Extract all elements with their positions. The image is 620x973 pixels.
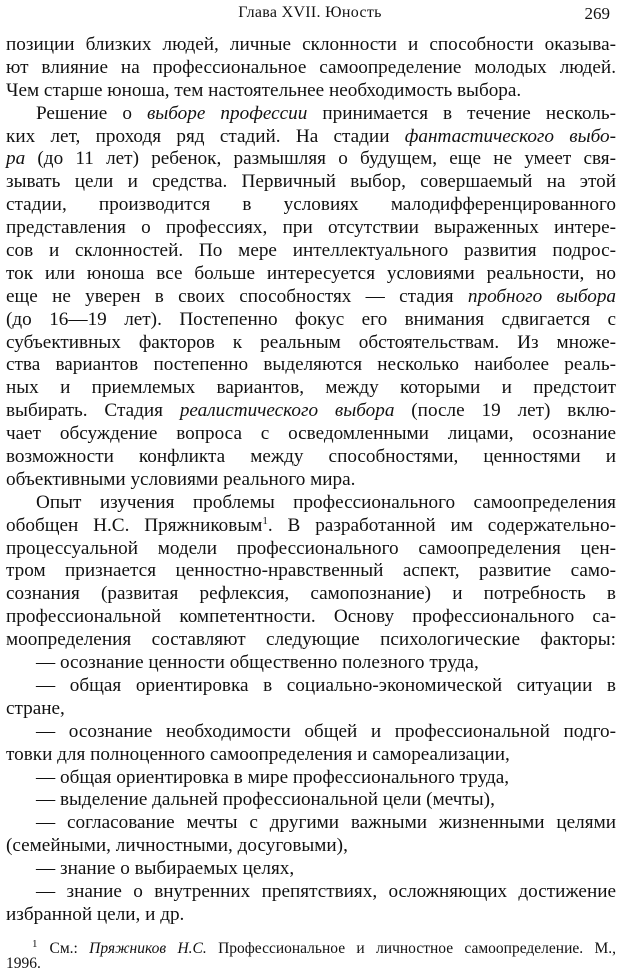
- text-line: объективными условиями реального мира.: [6, 468, 356, 490]
- list-item: — осознание ценности общественно полезного труда,: [36, 652, 479, 674]
- text-line: чает обсуждение вопроса с осведомленными лицами, осознание: [6, 423, 616, 445]
- text-line: субъективных факторов к реальным обстоятельствам. Из множе-: [6, 331, 616, 353]
- text-line: профессиональной компетентности. Основу профессионального са-: [6, 606, 616, 628]
- footnote-ref[interactable]: 1: [262, 514, 268, 527]
- list-item-continued: товки для полноценного самоопределения и самореализации,: [6, 743, 510, 765]
- text-line: Опыт изучения проблемы профессионального самоопределения: [36, 491, 616, 513]
- text-line: зывать цели и средства. Первичный выбор, совершаемый на этой: [6, 171, 616, 193]
- term-italic: реалистического выбора: [179, 400, 395, 422]
- text-line: ства вариантов постепенно выделяются несколько наиболее реаль-: [6, 354, 616, 376]
- list-item: — осознание необходимости общей и профессиональной подго-: [36, 720, 616, 742]
- term-italic: выборе профессии: [146, 102, 308, 124]
- list-item-continued: (семейными, личностными, досуговыми),: [6, 835, 348, 857]
- text-line: ток или юноша все больше интересуется условиями реальности, но: [6, 262, 616, 284]
- text-line: обобщен Н.С. Пряжниковым$^1$. В разработанной им содержательно-: [6, 514, 616, 536]
- footnote-mark: 1: [32, 938, 38, 950]
- text-line: (до 16—19 лет). Постепенно фокус его внимания сдвигается с: [6, 308, 616, 330]
- list-item: — выделение дальней профессиональной цели (мечты),: [36, 789, 495, 811]
- text-line: Чем старше юноша, тем настоятельнее необходимость выбора.: [6, 79, 522, 101]
- chapter-title: Глава XVII. Юность: [238, 4, 382, 21]
- text-line: возможности конфликта между способностями, ценностями и: [6, 446, 616, 468]
- text-line: стадии, производится в условиях малодифференцированного: [6, 194, 616, 216]
- text-line: моопределения составляют следующие психологические факторы:: [6, 629, 616, 651]
- list-item: — знание о выбираемых целях,: [36, 858, 295, 880]
- text-line: позиции близких людей, личные склонности и способности оказыва-: [6, 34, 616, 55]
- footnote-line: 1996.: [6, 955, 41, 972]
- text-line: представления о профессиях, при отсутствии выраженных интере-: [6, 217, 616, 239]
- term-italic: ра: [6, 148, 26, 170]
- running-header: [0, 4, 620, 26]
- footnote-author: Пряжников Н.С.: [89, 940, 207, 957]
- text-line: тром признается ценностно-нравственный аспект, развитие само-: [6, 560, 616, 582]
- text-line: ных и приемлемых вариантов, между которыми и предстоит: [6, 377, 616, 399]
- text-line: ют влияние на профессиональное самоопределение молодых людей.: [6, 56, 616, 78]
- text-line: сов и склонностей. По мере интеллектуального развития подрос-: [6, 240, 616, 262]
- term-italic: фантастического выбо-: [404, 125, 616, 147]
- page-number: 269: [584, 4, 610, 23]
- text-line: ких лет, проходя ряд стадий. На стадии фантастического выбо-: [6, 125, 616, 147]
- list-item-continued: избранной цели, и др.: [6, 903, 185, 925]
- footnote: [6, 935, 616, 973]
- list-item: — знание о внутренних препятствиях, осложняющих достижение: [36, 880, 616, 902]
- main-text: [6, 34, 616, 927]
- list-item: — общая ориентировка в мире профессионального труда,: [36, 766, 510, 788]
- term-italic: пробного выбора: [467, 285, 617, 307]
- text-line: процессуальной модели профессионального самоопределения цен-: [6, 537, 616, 559]
- text-line: Решение о выборе профессии принимается в течение несколь-: [36, 102, 617, 124]
- text-line: ра (до 11 лет) ребенок, размышляя о будущем, еще не умеет свя-: [6, 148, 616, 170]
- footnote-line: $^1$ См.: Пряжников Н.С. Профессиональное и личностное самоопределение. М.,: [6, 935, 616, 954]
- list-item: — согласование мечты с другими важными жизненными целями: [36, 812, 616, 834]
- text-line: еще не уверен в своих способностях — стадия пробного выбора: [6, 285, 617, 307]
- list-item: — общая ориентировка в социально-экономической ситуации в: [36, 674, 616, 696]
- list-item-continued: стране,: [6, 697, 65, 719]
- text-line: выбирать. Стадия реалистического выбора (после 19 лет) вклю-: [6, 400, 616, 422]
- text-line: сознания (развитая рефлексия, самопознание) и потребность в: [6, 583, 616, 605]
